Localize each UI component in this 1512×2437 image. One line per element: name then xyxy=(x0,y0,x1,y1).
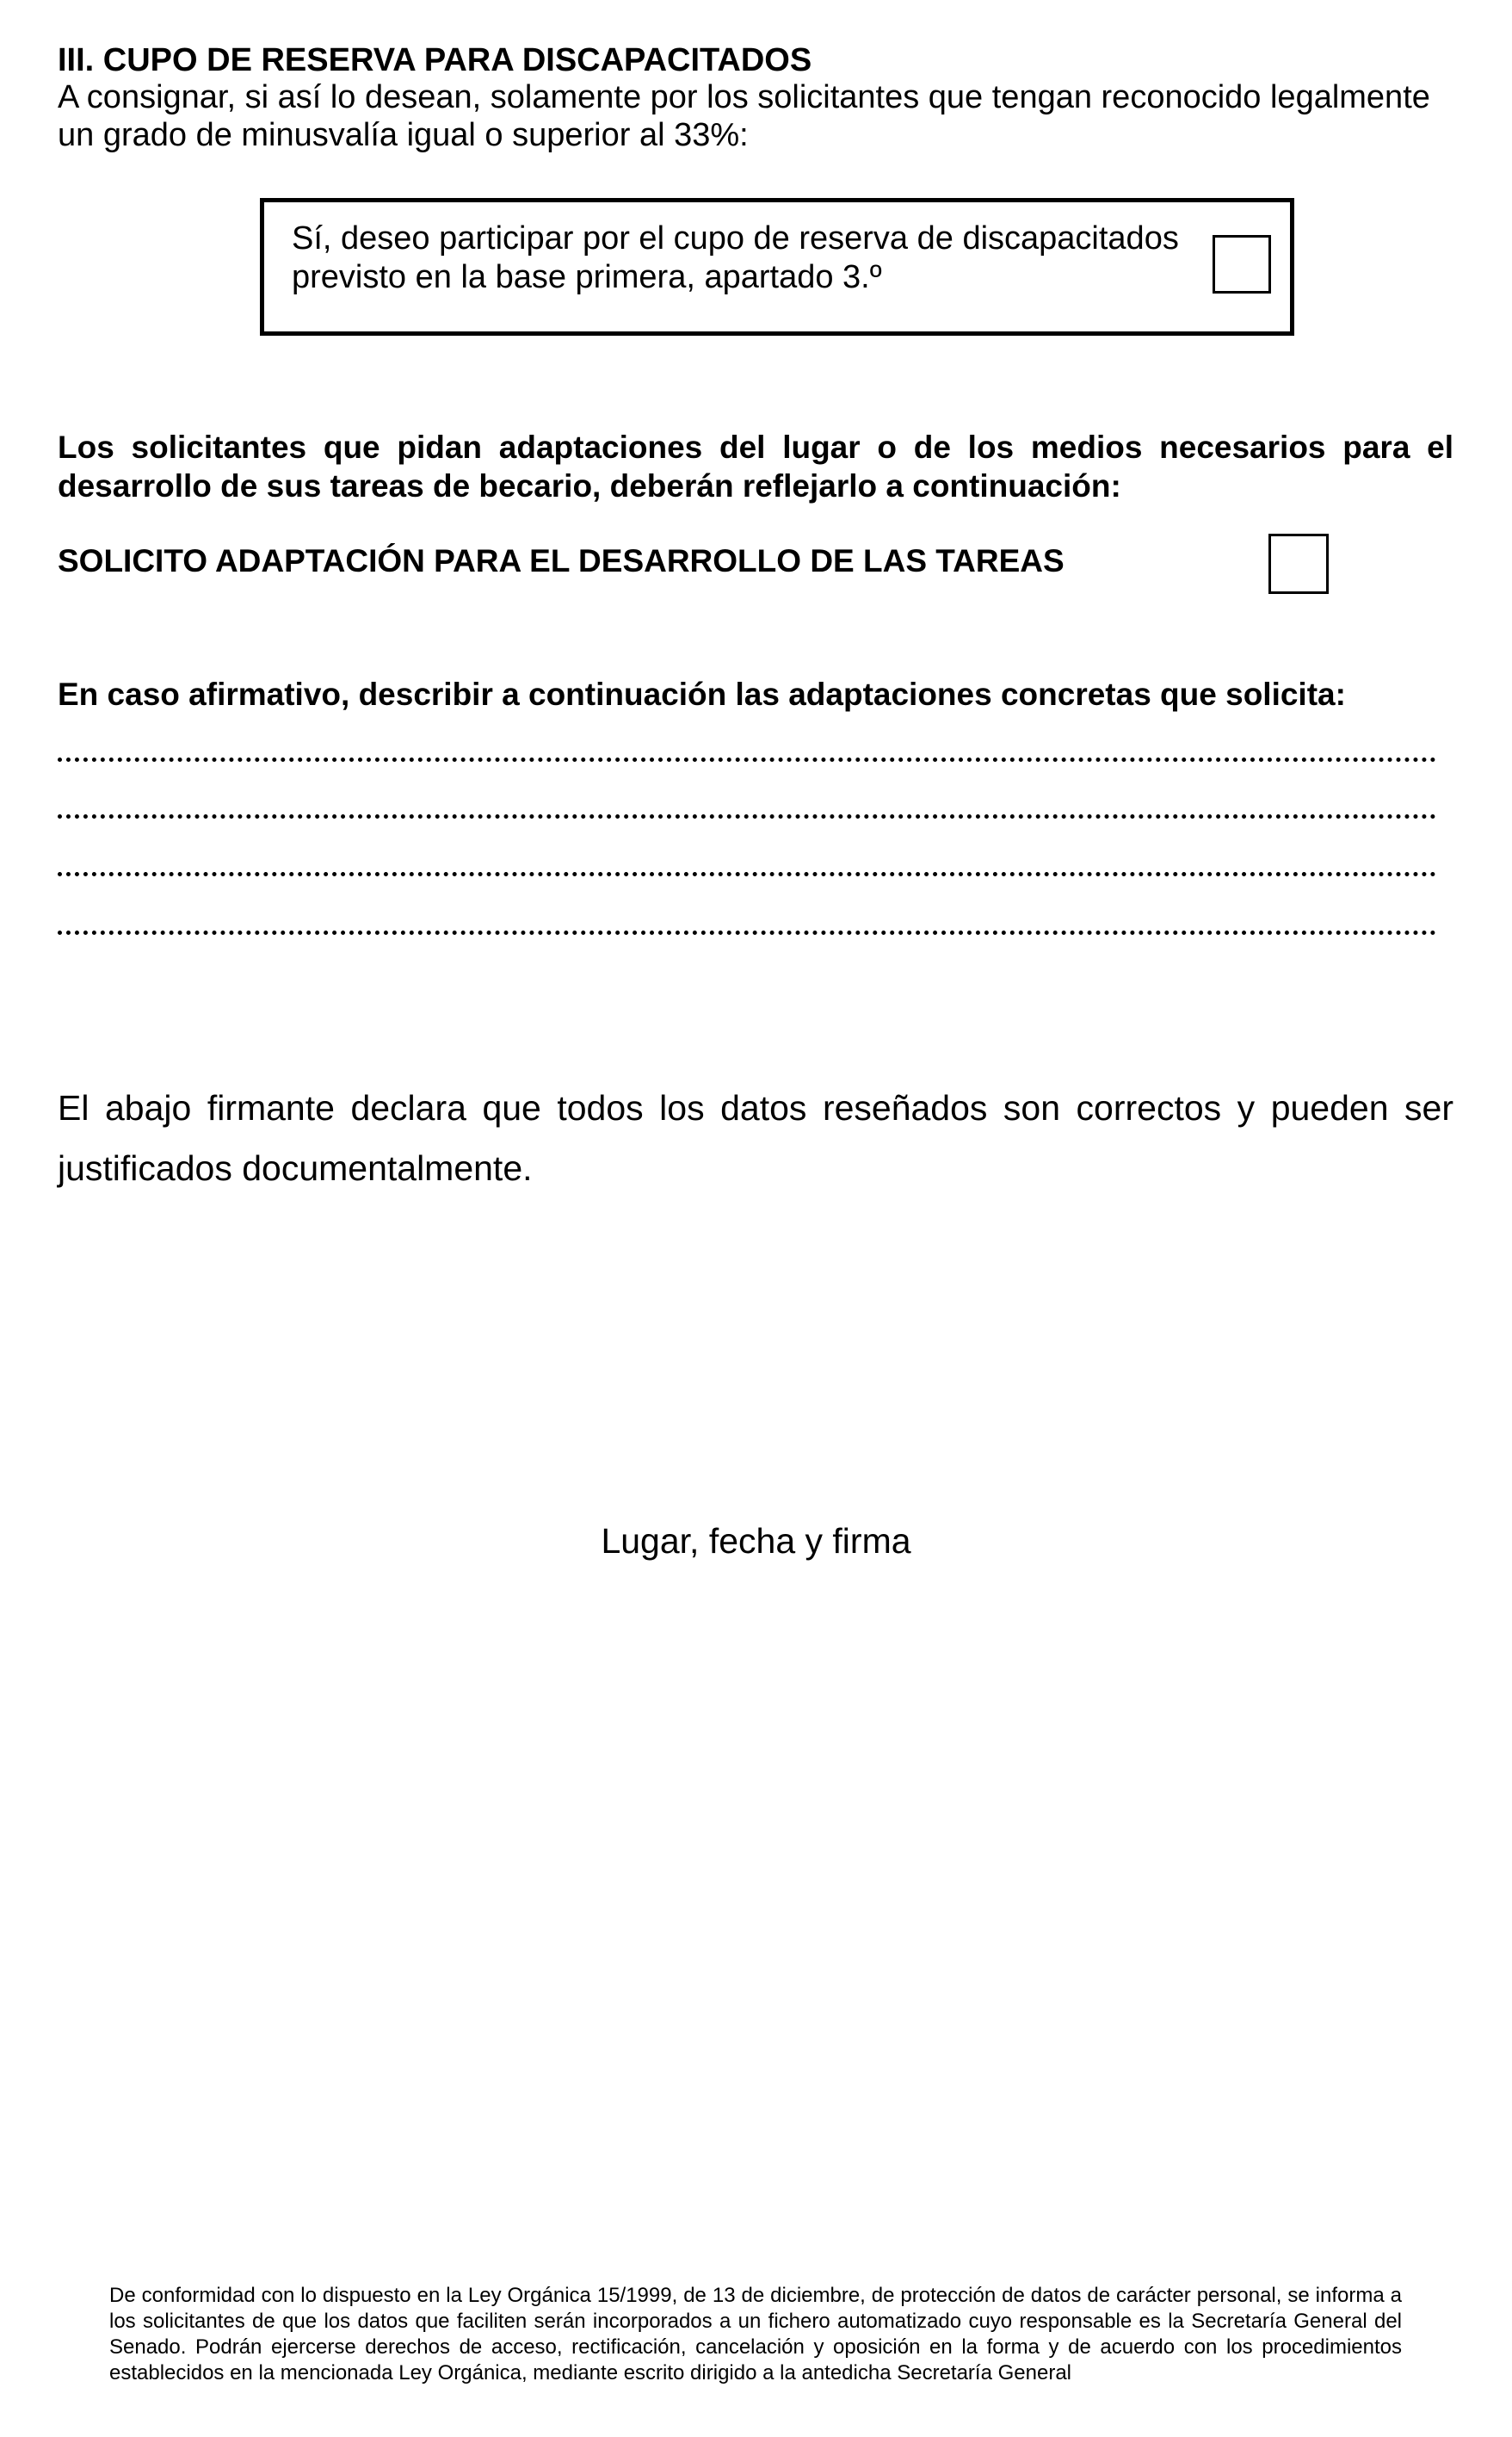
data-protection-note: De conformidad con lo dispuesto en la Ley Orgánica 15/1999, de 13 de diciembre, de protección de datos de carácter personal, se informa a los solicitantes de que los datos que faciliten serán incorporados a un fichero automatizado cuyo responsable es la Secretaría General del Senado. Podrán ejercerse derechos de acceso, rectificación, cancelación y oposición en la forma y de acuerdo con los procedimientos establecidos en la mencionada Ley Orgánica, mediante escrito dirigido a la antedicha Secretaría General xyxy=(109,2284,1402,2384)
adaptation-request-label: SOLICITO ADAPTACIÓN PARA EL DESARROLLO DE LAS TAREAS xyxy=(58,543,1065,578)
signature-label: Lugar, fecha y firma xyxy=(601,1521,911,1561)
section-title: III. CUPO DE RESERVA PARA DISCAPACITADOS xyxy=(58,42,812,78)
adaptation-describe-label: En caso afirmativo, describir a continuación las adaptaciones concretas que solicita: xyxy=(58,677,1346,712)
reserve-checkbox[interactable] xyxy=(1213,235,1271,294)
section-intro: A consignar, si así lo desean, solamente por los solicitantes que tengan reconocido legalmente un grado de minusvalía igual o superior al 33%: xyxy=(58,79,1430,153)
adaptation-checkbox[interactable] xyxy=(1268,534,1329,594)
declaration-text: El abajo firmante declara que todos los datos reseñados son correctos y pueden ser justificados documentalmente. xyxy=(58,1088,1453,1188)
adaptation-intro: Los solicitantes que pidan adaptaciones del lugar o de los medios necesarios para el desarrollo de sus tareas de becario, deberán reflejarlo a continuación: xyxy=(58,430,1453,504)
description-line-4[interactable] xyxy=(58,931,1436,935)
reserve-option-box xyxy=(260,198,1294,336)
description-line-3[interactable] xyxy=(58,872,1436,876)
reserve-option-label: Sí, deseo participar por el cupo de reserva de discapacitados previsto en la base primera, apartado 3.º xyxy=(292,220,1179,295)
description-line-1[interactable] xyxy=(58,758,1436,762)
description-line-2[interactable] xyxy=(58,814,1436,819)
